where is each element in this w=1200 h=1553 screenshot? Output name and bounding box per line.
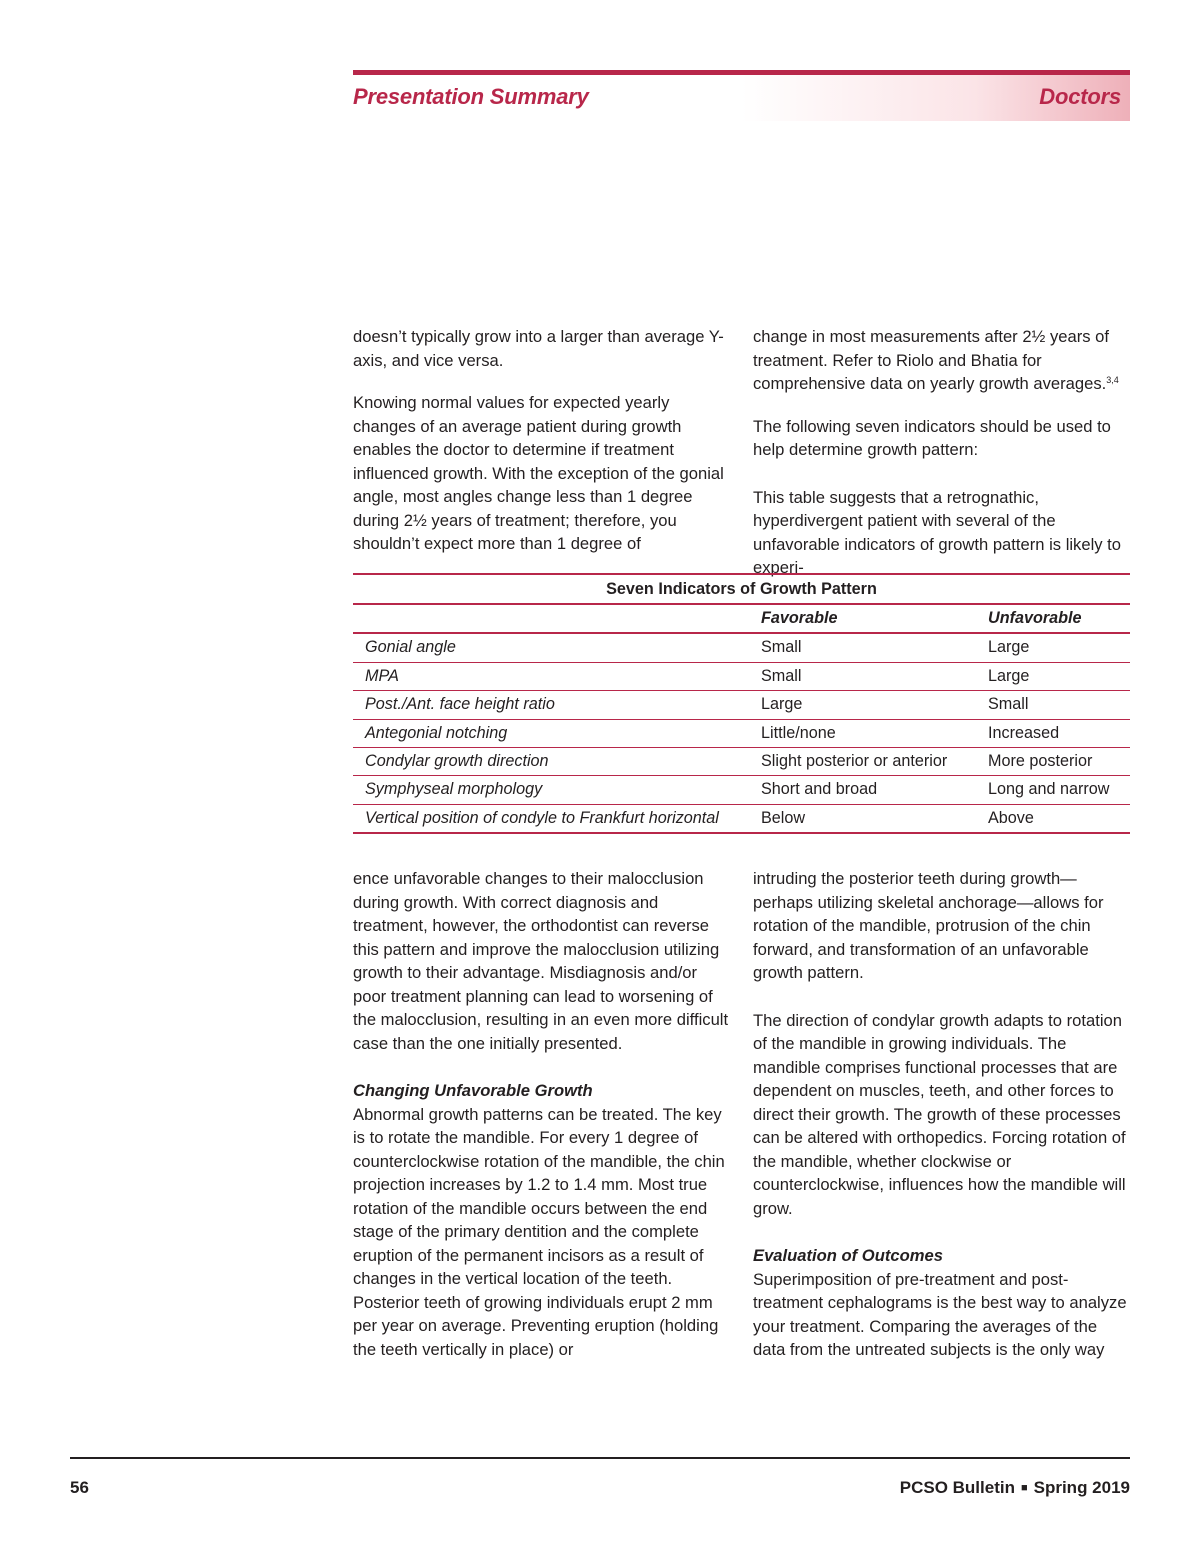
paragraph: Superimposition of pre-treatment and post-treatment cephalograms is the best way to analyze your treatment. Comparing the averages of the data from the untreated subjects is the only way — [753, 1269, 1127, 1359]
favorable-cell: Slight posterior or anterior — [761, 751, 948, 770]
table-row — [353, 691, 1130, 719]
table-row — [353, 720, 1130, 748]
paragraph: The direction of condylar growth adapts to rotation of the mandible in growing individuals. The mandible comprises functional processes that are dependent on muscles, teeth, and other forces to direct their growth. The growth of these processes can be altered with orthopedics. Forcing rotation of the mandible, whether clockwise or counterclockwise, influences how the mandible will grow. — [753, 1010, 1126, 1218]
indicator-cell: Symphyseal morphology — [365, 780, 543, 799]
favorable-cell: Below — [761, 808, 806, 827]
page-header — [353, 70, 1130, 121]
unfavorable-cell: Large — [988, 638, 1030, 657]
issue-date: Spring 2019 — [1033, 1478, 1130, 1497]
header-title: Presentation Summary — [353, 84, 589, 109]
table-header-cell — [353, 605, 761, 632]
paragraph: Knowing normal values for expected yearly changes of an average patient during growth enables the doctor to determine if treatment influenced growth. With the exception of the gonial angle, most angles change less than 1 degree during 2½ years of treatment; therefore, you shouldn’t expect more than 1 degree of — [353, 393, 724, 553]
table-header-cell: Unfavorable — [988, 609, 1082, 627]
favorable-cell: Small — [761, 666, 802, 685]
indicator-cell: Gonial angle — [365, 638, 456, 657]
top-left-column — [353, 325, 731, 556]
table-title: Seven Indicators of Growth Pattern — [353, 573, 1130, 605]
bottom-right-column — [753, 867, 1131, 1362]
indicator-cell: MPA — [365, 666, 399, 685]
table-row — [353, 663, 1130, 691]
unfavorable-cell: More posterior — [988, 751, 1093, 770]
paragraph: intruding the posterior teeth during growth—perhaps utilizing skeletal anchorage—allows for rotation of the mandible, protrusion of the chin forward, and transformation of an unfavorable growth pattern. — [753, 869, 1104, 982]
unfavorable-cell: Large — [988, 666, 1030, 685]
bottom-left-column — [353, 867, 731, 1361]
paragraph: change in most measurements after 2½ years of treatment. Refer to Riolo and Bhatia for comprehensive data on yearly growth averages.$^{3,4}$ — [753, 327, 1119, 393]
paragraph: Abnormal growth patterns can be treated. The key is to rotate the mandible. For every 1 degree of counterclockwise rotation of the mandible, the chin projection increases by 1.2 to 1.4 mm. Most true rotation of the mandible occurs between the end stage of the primary dentition and the complete eruption of the permanent incisors as a result of changes in the vertical location of the teeth. Posterior teeth of growing individuals erupt 2 mm per year on average. Preventing eruption (holding the teeth vertically in place) or — [353, 1104, 725, 1359]
unfavorable-cell: Above — [988, 808, 1034, 827]
indicator-cell: Post./Ant. face height ratio — [365, 695, 555, 714]
favorable-cell: Short and broad — [761, 780, 878, 799]
section-heading: Evaluation of Outcomes — [753, 1246, 943, 1265]
footer-publication — [900, 1478, 1130, 1498]
section-heading: Changing Unfavorable Growth — [353, 1081, 593, 1100]
favorable-cell: Large — [761, 695, 803, 714]
paragraph: This table suggests that a retrognathic, hyperdivergent patient with several of the unfavorable indicators of growth pattern is likely to experi- — [753, 487, 1122, 577]
paragraph: doesn’t typically grow into a larger than average Y-axis, and vice versa. — [353, 327, 724, 370]
separator-square-icon: ■ — [1020, 1482, 1028, 1494]
growth-indicators-table — [353, 573, 1130, 834]
table-row — [353, 748, 1130, 776]
indicator-cell: Antegonial notching — [365, 723, 508, 742]
table-row — [353, 776, 1130, 804]
indicator-cell: Vertical position of condyle to Frankfurt horizontal — [365, 808, 719, 827]
table-header-cell: Favorable — [761, 609, 838, 627]
top-right-column — [753, 325, 1131, 580]
citation-superscript: 3,4 — [1106, 375, 1119, 385]
paragraph: The following seven indicators should be used to help determine growth pattern: — [753, 416, 1111, 459]
table-row — [353, 805, 1130, 834]
unfavorable-cell: Increased — [988, 723, 1060, 742]
favorable-cell: Little/none — [761, 723, 836, 742]
page-number: 56 — [70, 1478, 89, 1497]
publication-name: PCSO Bulletin — [899, 1478, 1015, 1497]
unfavorable-cell: Long and narrow — [988, 780, 1110, 799]
unfavorable-cell: Small — [988, 695, 1029, 714]
table-header-row — [353, 605, 1130, 634]
indicator-cell: Condylar growth direction — [365, 751, 549, 770]
header-section: Doctors — [1039, 84, 1121, 109]
paragraph: ence unfavorable changes to their malocclusion during growth. With correct diagnosis and treatment, however, the orthodontist can reverse this pattern and improve the malocclusion utilizing growth to their advantage. Misdiagnosis and/or poor treatment planning can lead to worsening of the malocclusion, resulting in an even more difficult case than the one initially presented. — [353, 869, 729, 1053]
favorable-cell: Small — [761, 638, 802, 657]
table-row — [353, 634, 1130, 662]
footer-divider — [70, 1457, 1130, 1459]
